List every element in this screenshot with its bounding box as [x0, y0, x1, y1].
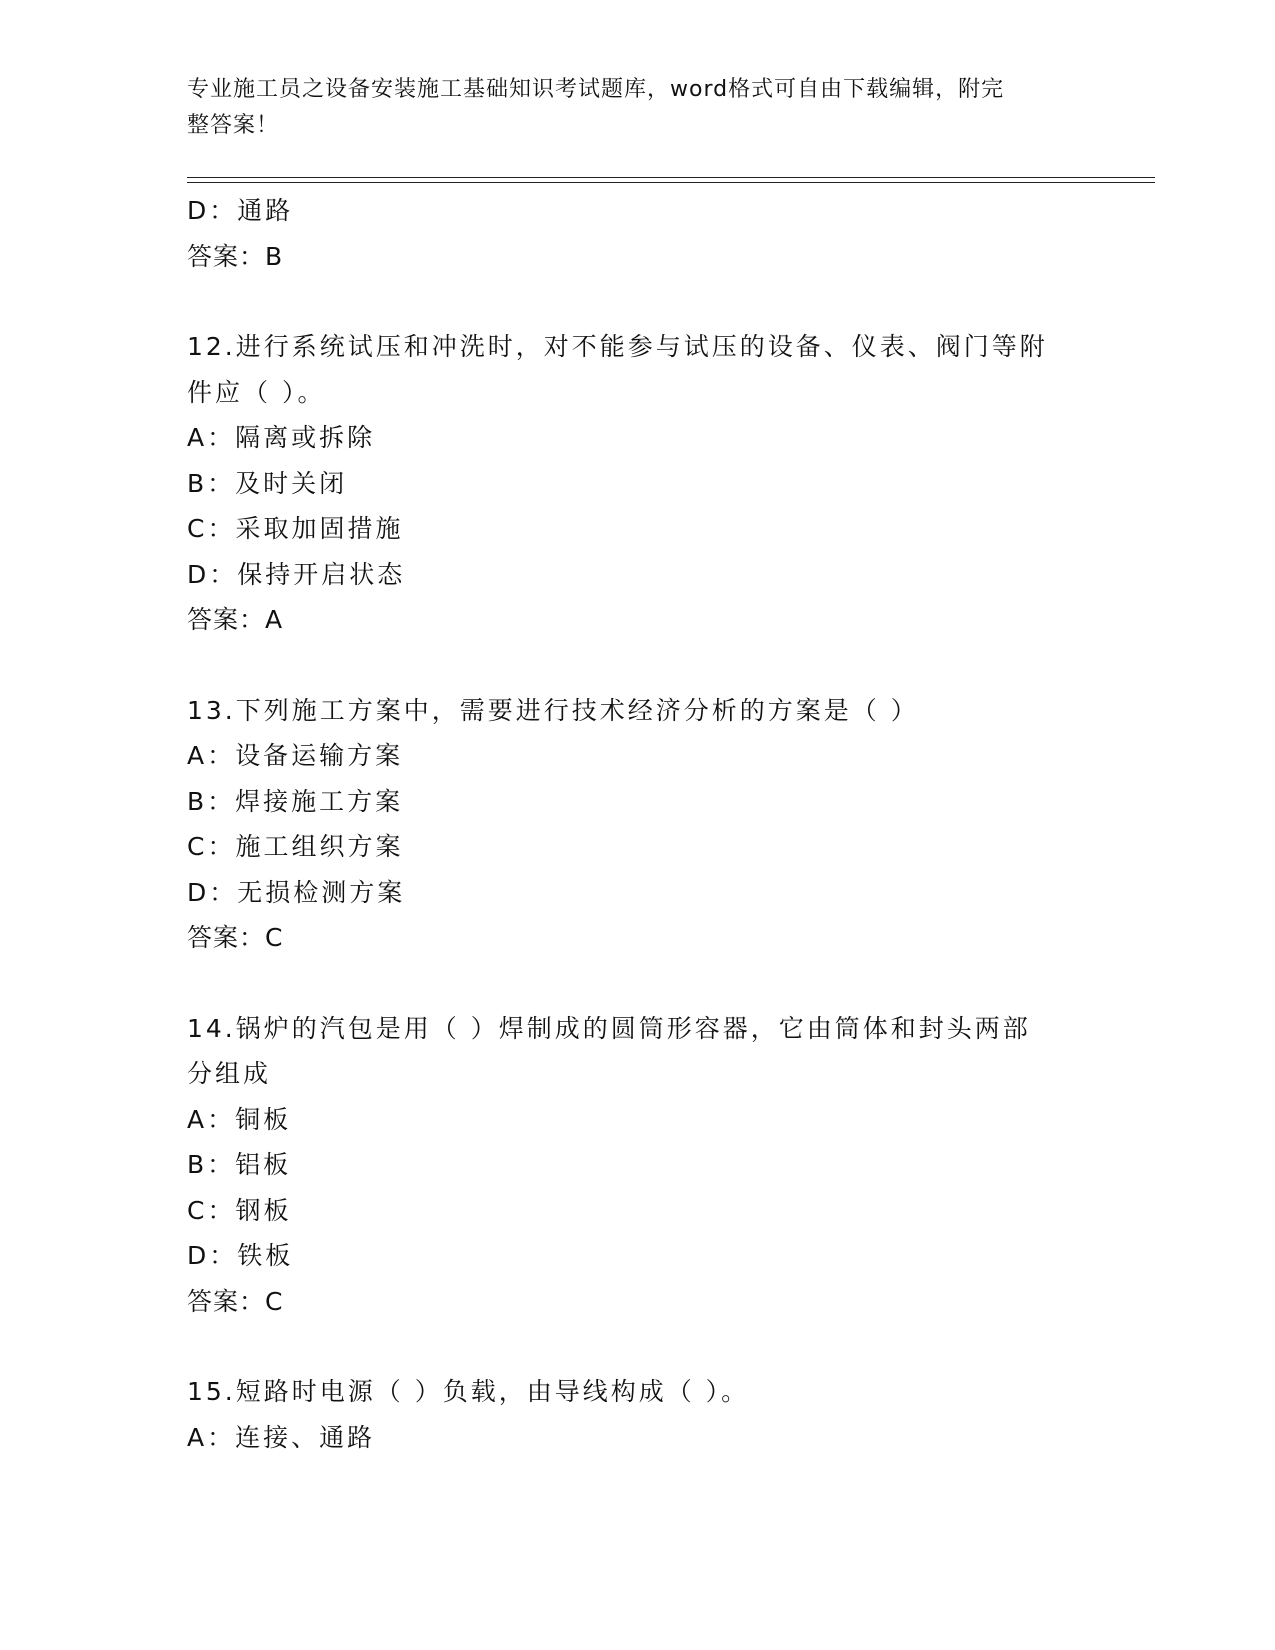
answer: 答案：A: [187, 605, 284, 634]
question-14-text-cont: 分组成: [187, 1059, 272, 1088]
document-header: [187, 72, 1057, 144]
spacer: [187, 279, 1087, 324]
question-12-text: 12.进行系统试压和冲洗时，对不能参与试压的设备、仪表、阀门等附: [187, 332, 1048, 361]
question-14-text: 14.锅炉的汽包是用（ ）焊制成的圆筒形容器，它由筒体和封头两部: [187, 1013, 1031, 1043]
option-b: B：铝板: [187, 1150, 292, 1179]
option-d: D：保持开启状态: [187, 559, 406, 589]
option-c: C：施工组织方案: [187, 832, 404, 861]
option-a: A：连接、通路: [187, 1422, 376, 1452]
answer: 答案：C: [187, 923, 284, 952]
spacer: [187, 961, 1087, 1006]
option-a: A：铜板: [187, 1104, 292, 1134]
header-line-2: 整答案！: [187, 113, 280, 138]
option-b: B：焊接施工方案: [187, 786, 404, 816]
header-divider-bottom: [187, 182, 1155, 183]
spacer: [187, 1324, 1087, 1369]
option-a: A：设备运输方案: [187, 741, 404, 770]
header-line-1: 专业施工员之设备安装施工基础知识考试题库，word格式可自由下载编辑，附完: [187, 77, 1005, 102]
answer: 答案：B: [187, 241, 284, 271]
answer: 答案：C: [187, 1286, 284, 1316]
option-a: A：隔离或拆除: [187, 423, 376, 452]
question-list: [187, 188, 1087, 1460]
option-c: C：钢板: [187, 1195, 292, 1225]
question-13-text: 13.下列施工方案中，需要进行技术经济分析的方案是（ ）: [187, 695, 919, 725]
option-c: C：采取加固措施: [187, 514, 404, 543]
header-divider-top: [187, 177, 1155, 178]
option-d: D：无损检测方案: [187, 877, 406, 907]
question-12-text-cont: 件应（ ）。: [187, 377, 326, 407]
question-15-text: 15.短路时电源（ ）负载，由导线构成（ ）。: [187, 1377, 750, 1406]
option-b: B：及时关闭: [187, 468, 348, 498]
option-d: D：铁板: [187, 1241, 294, 1270]
spacer: [187, 643, 1087, 688]
option-d: D：通路: [187, 196, 294, 225]
